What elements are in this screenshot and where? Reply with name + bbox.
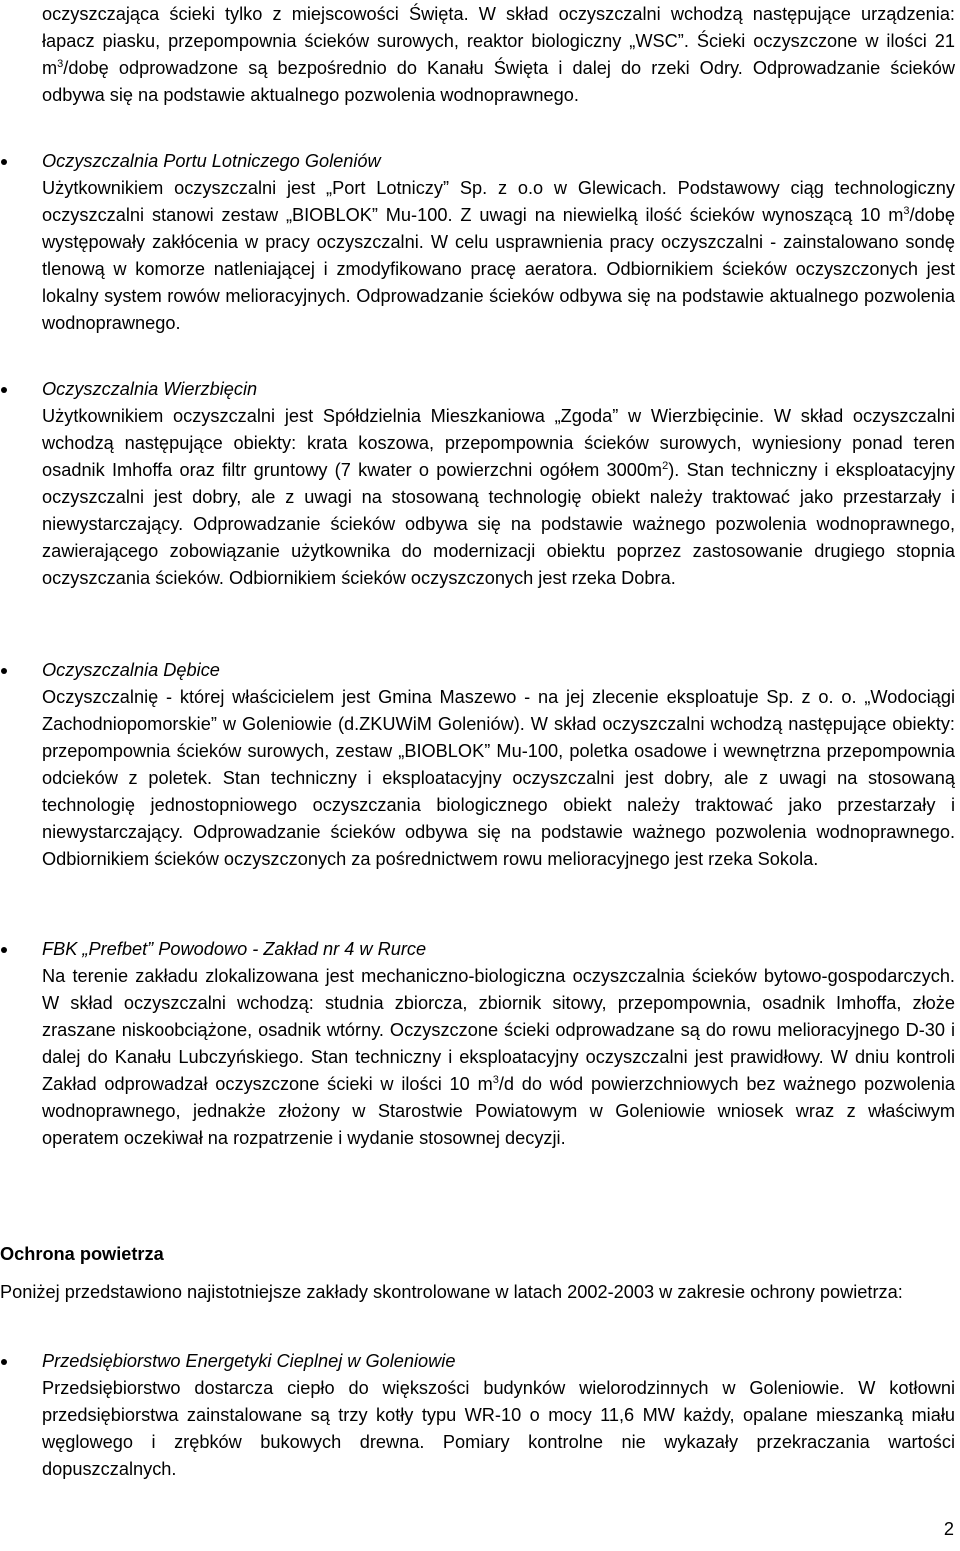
section-heading-ochrona-powietrza: Ochrona powietrza [0, 1244, 164, 1264]
section-title: Przedsiębiorstwo Energetyki Cieplnej w Goleniowie [42, 1351, 456, 1371]
intro-superscript: 3 [57, 58, 64, 70]
section-text: Oczyszczalnię - której właścicielem jest Gmina Maszewo - na jej zlecenie eksploatuje Sp. z o. o. „Wodociągi Zachodniopomorskie” w Goleniowie (d.ZKUWiM Goleniów). W skład oczyszczalni wchodzą następujące obiekty: przepompownia ścieków surowych, zestaw „BIOBLOK” Mu-100, poletka osadowe i wewnętrzna przepompownia odcieków z poletek. Stan techniczny i eksploatacyjny oczyszczalni jest dobry, ale z uwagi na stosowaną technologię jednostopniowego oczyszczania biologicznego obiekt należy traktować jako przestarzały i niewystarczający. Odprowadzanie ścieków odbywa się na podstawie ważnego pozwolenia wodnoprawnego. Odbiornikiem ścieków oczyszczonych za pośrednictwem rowu melioracyjnego jest rzeka Sokola. [42, 687, 955, 869]
section-text: Na terenie zakładu zlokalizowana jest mechaniczno-biologiczna oczyszczalnia ścieków bytowo-gospodarczych. W skład oczyszczalni wchodzą: studnia zbiorcza, zbiornik sitowy, przepompownia, osadnik Imhoffa, złoże zraszane niskoobciążone, osadnik wtórny. Oczyszczone ścieki odprowadzane są do rowu melioracyjnego D-30 i dalej do Kanału Lubczyńskiego. Stan techniczny i eksploatacyjny oczyszczalni jest prawidłowy. W dniu kontroli Zakład odprowadzał oczyszczone ścieki w ilości 10 $m^3/d$ do wód powierzchniowych bez ważnego pozwolenia wodnoprawnego, jednakże złożony w Starostwie Powiatowym w Goleniowie wniosek wraz z właściwym operatem oczekiwał na rozpatrzenie i wydanie stosownej decyzji. [42, 966, 956, 1148]
section-text: Przedsiębiorstwo dostarcza ciepło do większości budynków wielorodzinnych w Goleniowie. W kotłowni przedsiębiorstwa zainstalowane są trzy kotły typu WR-10 o mocy 11,6 MW każdy, opalane mieszanką miału węglowego i zrębków bukowych drewna. Pomiary kontrolne nie wykazały przekraczania wartości dopuszczalnych. [42, 1378, 955, 1479]
bullet-icon [1, 159, 7, 165]
air-intro-paragraph: Poniżej przedstawiono najistotniejsze zakłady skontrolowane w latach 2002-2003 w zakresie ochrony powietrza: [0, 1282, 903, 1302]
page-number: 2 [943, 1519, 954, 1539]
section-text: Użytkownikiem oczyszczalni jest „Port Lotniczy” Sp. z o.o w Glewicach. Podstawowy ciąg technologiczny oczyszczalni stanowi zestaw „BIOBLOK” Mu-100. Z uwagi na niewielką ilość ścieków wynoszącą 10 $m^3$/dobę występowały zakłócenia w pracy oczyszczalni. W celu usprawnienia pracy oczyszczalni - zainstalowano sondę tlenową w komorze natleniającej i zmodyfikowano pracę aeratora. Odbiornikiem ścieków oczyszczonych jest lokalny system rowów melioracyjnych. Odprowadzanie ścieków odbywa się na podstawie aktualnego pozwolenia wodnoprawnego. [42, 178, 955, 333]
bullet-icon [1, 1359, 7, 1365]
section-title: Oczyszczalnia Wierzbięcin [42, 379, 258, 399]
intro-text-1: oczyszczająca ścieki tylko z miejscowości Święta. W skład oczyszczalni wchodzą następujące urządzenia: łapacz piasku, przepompownia ścieków surowych, reaktor biologiczny „WSC”. Ścieki oczyszczone w ilości 21 m [42, 4, 955, 78]
intro-text-2: /dobę odprowadzone są bezpośrednio do Kanału Święta i dalej do rzeki Odry. Odprowadzanie ścieków odbywa się na podstawie aktualnego pozwolenia wodnoprawnego. [42, 58, 955, 105]
intro-paragraph [42, 1, 955, 109]
section-title: Oczyszczalnia Dębice [42, 660, 220, 680]
section-text: Użytkownikiem oczyszczalni jest Spółdzielnia Mieszkaniowa „Zgoda” w Wierzbięcinie. W skład oczyszczalni wchodzą następujące obiekty: krata koszowa, przepompownia ścieków surowych, wyniesiony ponad teren osadnik Imhoffa oraz filtr gruntowy (7 kwater o powierzchni ogółem $3000m^2$). Stan techniczny i eksploatacyjny oczyszczalni jest dobry, ale z uwagi na stosowaną technologię obiekt należy traktować jako przestarzały i niewystarczający. Odprowadzanie ścieków odbywa się na podstawie ważnego pozwolenia wodnoprawnego, zawierającego zobowiązanie użytkownika do modernizacji obiektu poprzez zastosowanie drugiego stopnia oczyszczania ścieków. Odbiornikiem ścieków oczyszczonych jest rzeka Dobra. [42, 406, 956, 588]
bullet-icon [1, 668, 7, 674]
section-title: Oczyszczalnia Portu Lotniczego Goleniów [42, 151, 381, 171]
bullet-icon [1, 947, 7, 953]
bullet-icon [1, 387, 7, 393]
section-title: FBK „Prefbet” Powodowo - Zakład nr 4 w Rurce [42, 939, 427, 959]
